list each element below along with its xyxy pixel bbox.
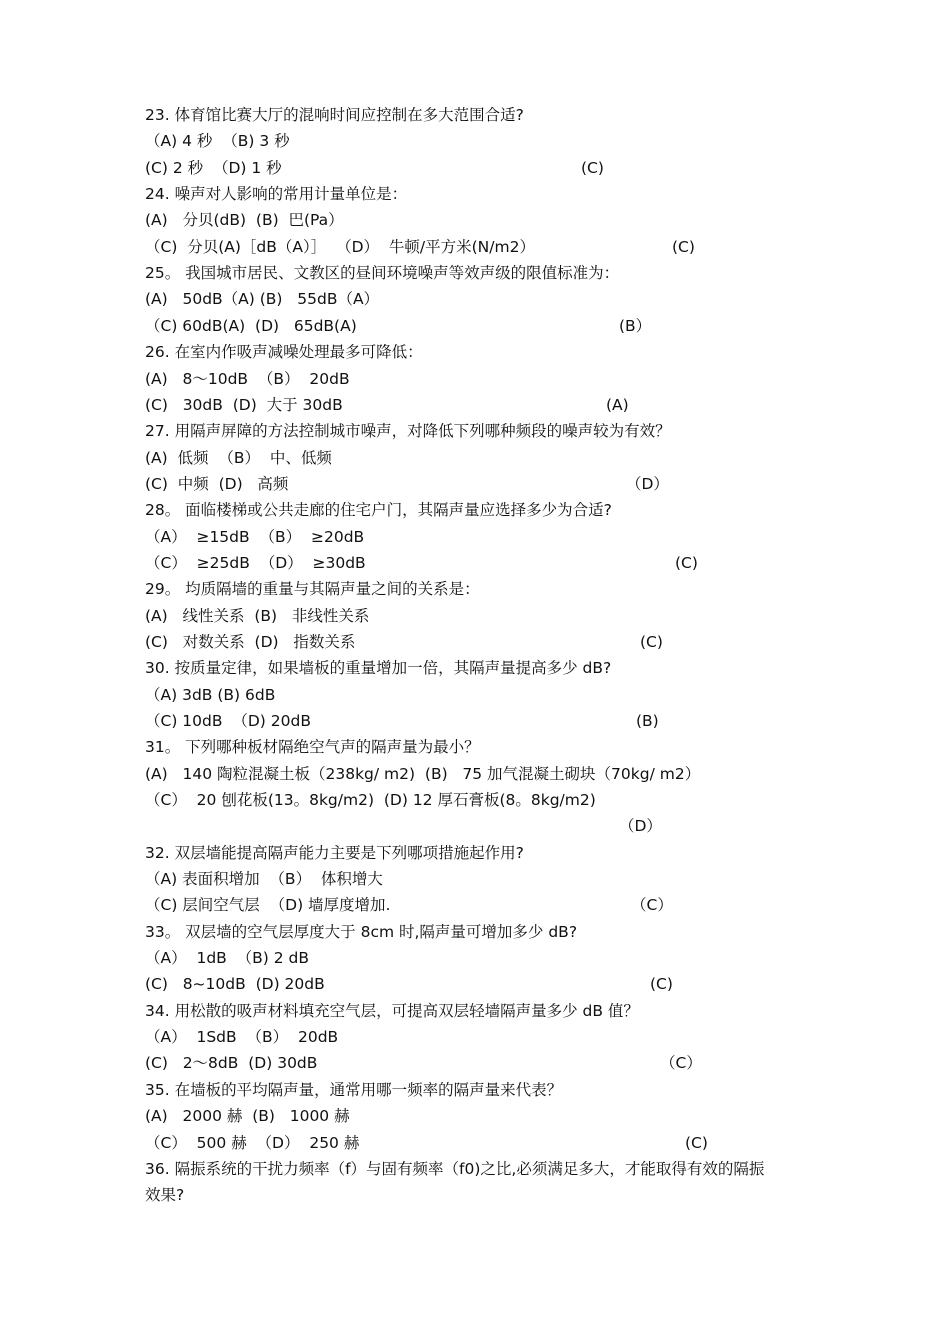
- q31-options-ab: (A) 140 陶粒混凝土板（238kg/ m2) (B) 75 加气混凝土砌块（70kg/ m2）: [145, 765, 701, 783]
- question-26: 26. 在室内作吸声减噪处理最多可降低：: [145, 343, 423, 361]
- q32-options-ab: （A) 表面积增加 （B） 体积增大: [145, 870, 383, 888]
- q28-options-cd: （C） ≥25dB （D） ≥30dB: [145, 554, 366, 572]
- q34-options-cd: (C) 2～8dB (D) 30dB: [145, 1054, 318, 1072]
- q33-options-ab: （A） 1dB （B) 2 dB: [145, 949, 310, 967]
- question-30: 30. 按质量定律，如果墙板的重量增加一倍，其隔声量提高多少 dB?: [145, 659, 612, 677]
- q26-answer: (A): [606, 396, 629, 414]
- q35-options-ab: (A) 2000 赫 (B) 1000 赫: [145, 1107, 350, 1125]
- question-35: 35. 在墙板的平均隔声量，通常用哪一频率的隔声量来代表？: [145, 1081, 563, 1099]
- q31-options-cd: （C） 20 刨花板(13。8kg/m2) (D) 12 厚石膏板(8。8kg/m2): [145, 791, 596, 809]
- q26-options-ab: (A) 8～10dB （B） 20dB: [145, 370, 350, 388]
- question-36: 36. 隔振系统的干扰力频率（f）与固有频率（f0)之比,必须满足多大，才能取得有效的隔振: [145, 1160, 765, 1178]
- question-28: 28。 面临楼梯或公共走廊的住宅户门，其隔声量应选择多少为合适?: [145, 501, 612, 519]
- q30-answer: (B): [636, 712, 659, 730]
- q27-options-ab: (A) 低频 （B） 中、低频: [145, 449, 332, 467]
- q33-options-cd: (C) 8~10dB (D) 20dB: [145, 975, 325, 993]
- question-32: 32. 双层墙能提高隔声能力主要是下列哪项措施起作用?: [145, 844, 524, 862]
- q28-answer: (C): [675, 554, 698, 572]
- q35-answer: (C): [685, 1134, 708, 1152]
- q30-options-cd: （C) 10dB （D) 20dB: [145, 712, 311, 730]
- q25-options-ab: (A) 50dB（A) (B) 55dB（A）: [145, 290, 380, 308]
- q29-answer: (C): [640, 633, 663, 651]
- q26-options-cd: (C) 30dB (D) 大于 30dB: [145, 396, 343, 414]
- q32-answer: （C）: [631, 896, 673, 914]
- question-31: 31。 下列哪种板材隔绝空气声的隔声量为最小？: [145, 738, 480, 756]
- question-33: 33。 双层墙的空气层厚度大于 8cm 时,隔声量可增加多少 dB?: [145, 923, 578, 941]
- q29-options-cd: (C) 对数关系 (D) 指数关系: [145, 633, 356, 651]
- q33-answer: (C): [650, 975, 673, 993]
- question-29: 29。 均质隔墙的重量与其隔声量之间的关系是：: [145, 580, 480, 598]
- q25-options-cd: （C) 60dB(A) (D) 65dB(A): [145, 317, 357, 335]
- q24-answer: (C): [672, 238, 695, 256]
- q30-options-ab: （A) 3dB (B) 6dB: [145, 686, 276, 704]
- q31-answer: （D）: [619, 817, 662, 835]
- q25-answer: (B）: [619, 317, 652, 335]
- q23-answer: (C): [581, 159, 604, 177]
- q35-options-cd: （C） 500 赫 （D） 250 赫: [145, 1134, 360, 1152]
- question-25: 25。 我国城市居民、文教区的昼间环境噪声等效声级的限值标准为：: [145, 264, 620, 282]
- q34-answer: （C）: [660, 1054, 702, 1072]
- question-34: 34. 用松散的吸声材料填充空气层，可提高双层轻墙隔声量多少 dB 值？: [145, 1002, 639, 1020]
- q32-options-cd: （C) 层间空气层 （D) 墙厚度增加.: [145, 896, 391, 914]
- q24-options-cd: （C) 分贝(A)［dB（A）］ （D） 牛顿/平方米(N/m2）: [145, 238, 535, 256]
- q23-options-ab: （A) 4 秒 （B) 3 秒: [145, 132, 290, 150]
- question-24: 24. 噪声对人影响的常用计量单位是：: [145, 185, 408, 203]
- question-36-continued: 效果?: [145, 1186, 185, 1204]
- q27-options-cd: (C) 中频 (D) 高频: [145, 475, 289, 493]
- question-23: 23. 体育馆比赛大厅的混响时间应控制在多大范围合适?: [145, 106, 524, 124]
- q29-options-ab: (A) 线性关系 (B) 非线性关系: [145, 607, 370, 625]
- q27-answer: （D）: [626, 475, 669, 493]
- q34-options-ab: （A） 1SdB （B） 20dB: [145, 1028, 339, 1046]
- q23-options-cd: (C) 2 秒 （D) 1 秒: [145, 159, 282, 177]
- q24-options-ab: (A) 分贝(dB) (B) 巴(Pa）: [145, 211, 344, 229]
- q28-options-ab: （A） ≥15dB （B） ≥20dB: [145, 528, 365, 546]
- question-27: 27. 用隔声屏障的方法控制城市噪声，对降低下列哪种频段的噪声较为有效？: [145, 422, 671, 440]
